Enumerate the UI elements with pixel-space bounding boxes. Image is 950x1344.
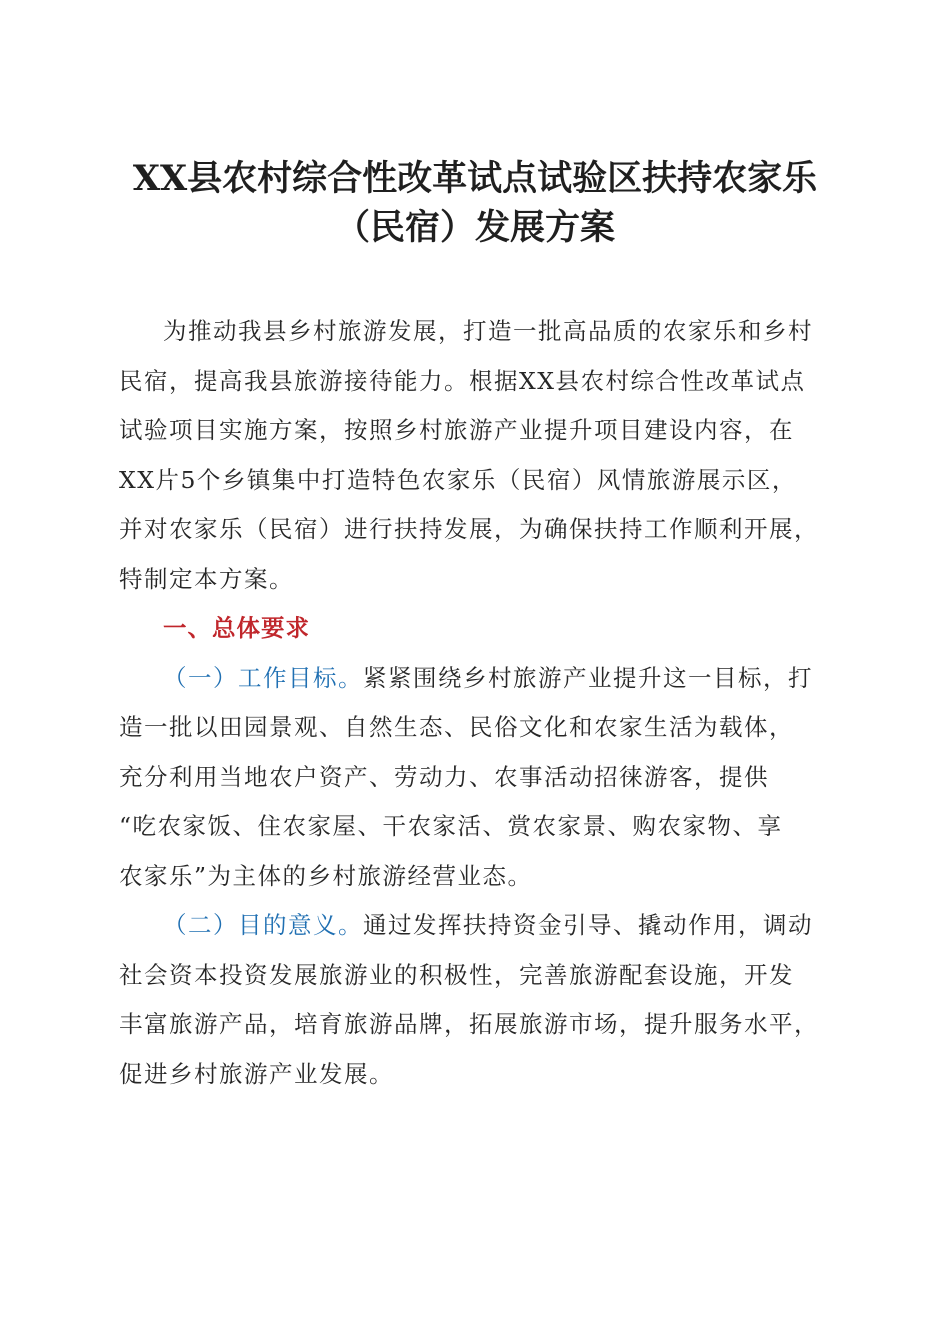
intro-line: 民宿，提高我县旅游接待能力。根据XX县农村综合性改革试点 <box>119 366 806 395</box>
intro-line: 并对农家乐（民宿）进行扶持发展，为确保扶持工作顺利开展， <box>119 515 819 543</box>
subsection-2-line: 社会资本投资发展旅游业的积极性，完善旅游配套设施，开发 <box>119 960 794 989</box>
subsection-1-first-line <box>119 654 831 704</box>
subsection-2-text: 通过发挥扶持资金引导、撬动作用，调动 <box>363 911 813 939</box>
subsection-2-first-line <box>119 901 831 951</box>
document-body <box>119 307 831 1099</box>
intro-line: XX片5个乡镇集中打造特色农家乐（民宿）风情旅游展示区， <box>119 465 797 494</box>
subsection-2-line: 丰富旅游产品，培育旅游品牌，拓展旅游市场，提升服务水平， <box>119 1010 819 1038</box>
intro-line: 为推动我县乡村旅游发展，打造一批高品质的农家乐和乡村 <box>163 317 813 345</box>
document-title-line-2: （民宿）发展方案 <box>334 207 615 248</box>
subsection-1-text: 紧紧围绕乡村旅游产业提升这一目标，打 <box>363 663 813 692</box>
subsection-1-line: 农家乐”为主体的乡村旅游经营业态。 <box>119 861 533 890</box>
intro-line: 特制定本方案。 <box>119 564 294 593</box>
document-title-line-1: XX县农村综合性改革试点试验区扶持农家乐 <box>132 158 818 199</box>
section-heading-general-requirements: 一、总体要求 <box>163 614 310 642</box>
subsection-1-line: “吃农家饭、住农家屋、干农家活、赏农家景、购农家物、享 <box>119 812 783 840</box>
subsection-2-line: 促进乡村旅游产业发展。 <box>119 1059 394 1088</box>
subsection-1-line: 充分利用当地农户资产、劳动力、农事活动招徕游客，提供 <box>119 762 769 791</box>
subsection-1-line: 造一批以田园景观、自然生态、民俗文化和农家生活为载体， <box>119 713 794 741</box>
intro-line: 试验项目实施方案，按照乡村旅游产业提升项目建设内容，在 <box>119 416 794 444</box>
subsection-1-label: （一）工作目标。 <box>163 663 363 692</box>
subsection-2-label: （二）目的意义。 <box>163 911 363 939</box>
